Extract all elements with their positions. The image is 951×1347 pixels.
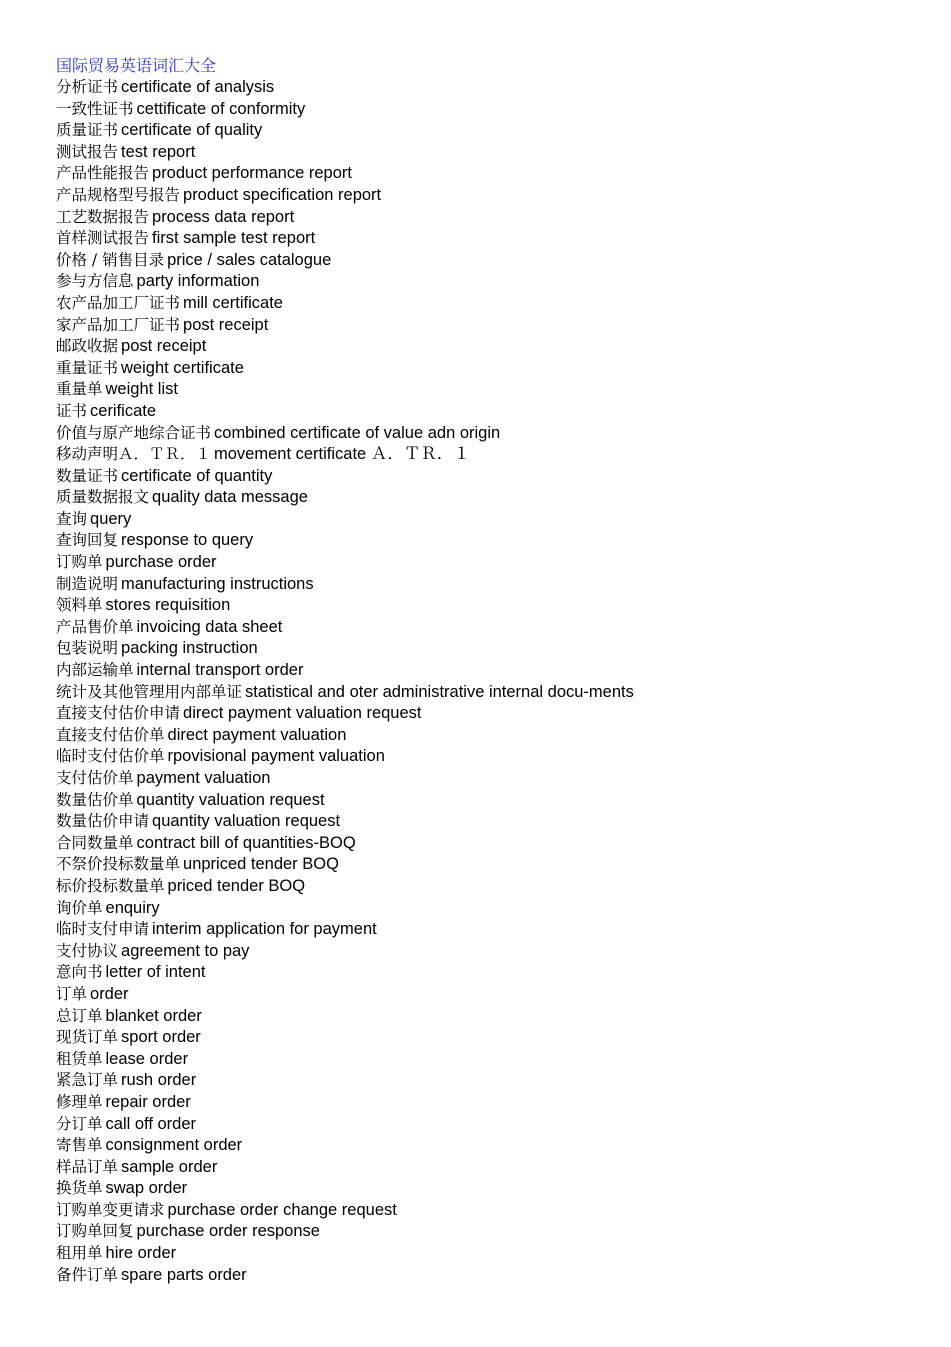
glossary-entry: [56, 207, 936, 229]
term-english: stores requisition: [105, 596, 231, 615]
glossary-entry: [56, 703, 936, 725]
term-english: post receipt: [121, 337, 207, 356]
term-english: unpriced tender BOQ: [183, 855, 339, 874]
term-chinese: 查询回复: [56, 531, 119, 550]
document-title: 国际贸易英语词汇大全: [56, 56, 217, 75]
glossary-entry: [56, 1265, 936, 1287]
term-english: quality data message: [152, 488, 308, 507]
term-english: purchase order change request: [167, 1200, 397, 1219]
glossary-entry: [56, 854, 936, 876]
term-english: blanket order: [105, 1006, 202, 1025]
term-chinese: 直接支付估价申请: [56, 704, 181, 723]
term-chinese: 紧急订单: [56, 1071, 119, 1090]
term-english: combined certificate of value adn origin: [214, 423, 501, 442]
glossary-entry: [56, 790, 936, 812]
glossary-entry: [56, 466, 936, 488]
term-chinese: 样品订单: [56, 1157, 119, 1176]
glossary-entry: [56, 574, 936, 596]
term-english: repair order: [105, 1092, 191, 1111]
glossary-entry: [56, 423, 936, 445]
term-chinese: 修理单: [56, 1092, 103, 1111]
glossary-entry: [56, 660, 936, 682]
glossary-entry: [56, 617, 936, 639]
term-chinese: 数量估价单: [56, 790, 134, 809]
glossary-entry: [56, 1027, 936, 1049]
term-chinese: 支付估价单: [56, 769, 134, 787]
glossary-entry: [56, 811, 936, 833]
term-chinese: 统计及其他管理用内部单证: [56, 682, 243, 701]
term-chinese: 临时支付申请: [56, 920, 150, 939]
term-english: certificate of analysis: [121, 78, 275, 96]
glossary-entry: [56, 1243, 936, 1265]
glossary-entry: [56, 163, 936, 185]
term-chinese: 数量估价申请: [56, 812, 150, 831]
term-chinese: 订购单回复: [56, 1222, 134, 1241]
term-english: mill certificate: [183, 293, 283, 312]
glossary-entry: [56, 876, 936, 898]
term-chinese: 租用单: [56, 1244, 103, 1263]
term-chinese: 意向书: [56, 963, 103, 982]
term-chinese: 不祭价投标数量单: [56, 855, 181, 874]
glossary-entry: [56, 1114, 936, 1136]
glossary-entry: [56, 487, 936, 509]
term-english: invoicing data sheet: [136, 617, 283, 636]
term-english: spare parts order: [121, 1265, 247, 1284]
glossary-entry: [56, 768, 936, 790]
term-english: payment valuation: [136, 769, 271, 787]
term-english: price / sales catalogue: [167, 250, 332, 269]
term-english: rush order: [121, 1071, 197, 1090]
term-chinese: 移动声明Ａ．ＴＲ．１: [56, 445, 212, 464]
term-chinese: 证书: [56, 401, 88, 420]
term-chinese: 订单: [56, 984, 88, 1003]
glossary-entry: [56, 142, 936, 164]
glossary-entry: [56, 1200, 936, 1222]
term-english: product specification report: [183, 185, 382, 204]
term-english: consignment order: [105, 1136, 243, 1155]
document-content: [56, 55, 936, 1286]
glossary-entry: [56, 1221, 936, 1243]
term-english: process data report: [152, 207, 295, 226]
term-english: quantity valuation request: [152, 812, 341, 831]
term-english: first sample test report: [152, 229, 316, 248]
term-english: weight list: [105, 380, 178, 399]
term-chinese: 首样测试报告: [56, 229, 150, 248]
glossary-entry: [56, 941, 936, 963]
glossary-entry: [56, 1092, 936, 1114]
term-chinese: 一致性证书: [56, 99, 134, 118]
glossary-entry: [56, 682, 936, 704]
term-english: purchase order: [105, 553, 217, 572]
glossary-entry: [56, 315, 936, 337]
term-chinese: 工艺数据报告: [56, 207, 150, 226]
term-chinese: 家产品加工厂证书: [56, 315, 181, 334]
term-chinese: 质量证书: [56, 121, 119, 140]
glossary-list: [56, 77, 936, 1286]
term-english: manufacturing instructions: [121, 574, 314, 593]
term-chinese: 分析证书: [56, 78, 119, 96]
term-english: statistical and oter administrative internal docu-ments: [245, 682, 634, 701]
glossary-entry: [56, 228, 936, 250]
glossary-entry: [56, 379, 936, 401]
term-english: weight certificate: [121, 358, 244, 377]
term-english: letter of intent: [105, 963, 206, 982]
glossary-entry: [56, 1070, 936, 1092]
term-chinese: 产品售价单: [56, 617, 134, 636]
term-chinese: 临时支付估价单: [56, 747, 165, 766]
term-chinese: 询价单: [56, 898, 103, 917]
glossary-entry: [56, 1178, 936, 1200]
glossary-entry: [56, 336, 936, 358]
term-chinese: 直接支付估价单: [56, 725, 165, 744]
term-english: contract bill of quantities-BOQ: [136, 833, 356, 852]
term-chinese: 备件订单: [56, 1265, 119, 1284]
term-chinese: 寄售单: [56, 1136, 103, 1155]
glossary-entry: [56, 1157, 936, 1179]
term-english: interim application for payment: [152, 920, 377, 939]
glossary-entry: [56, 898, 936, 920]
term-english: priced tender BOQ: [167, 876, 306, 895]
term-english: internal transport order: [136, 661, 304, 680]
term-chinese: 换货单: [56, 1179, 103, 1198]
term-chinese: 重量单: [56, 380, 103, 399]
glossary-entry: [56, 919, 936, 941]
term-chinese: 分订单: [56, 1114, 103, 1133]
glossary-entry: [56, 99, 936, 121]
term-chinese: 总订单: [56, 1006, 103, 1025]
term-english: cettificate of conformity: [136, 99, 306, 118]
term-english: direct payment valuation: [167, 725, 347, 744]
term-english: direct payment valuation request: [183, 704, 422, 723]
glossary-entry: [56, 725, 936, 747]
glossary-entry: [56, 746, 936, 768]
glossary-entry: [56, 530, 936, 552]
term-chinese: 支付协议: [56, 941, 119, 960]
glossary-entry: [56, 401, 936, 423]
term-english: test report: [121, 142, 196, 161]
term-chinese: 领料单: [56, 596, 103, 615]
glossary-entry: [56, 250, 936, 272]
term-english: call off order: [105, 1114, 197, 1133]
glossary-entry: [56, 1135, 936, 1157]
term-english: party information: [136, 272, 260, 291]
term-chinese: 邮政收据: [56, 337, 119, 356]
term-english: lease order: [105, 1049, 189, 1068]
glossary-entry: [56, 358, 936, 380]
term-chinese: 制造说明: [56, 574, 119, 593]
term-chinese: 价值与原产地综合证书: [56, 423, 212, 442]
term-english: certificate of quality: [121, 121, 263, 140]
term-english: product performance report: [152, 164, 352, 183]
term-english: rpovisional payment valuation: [167, 747, 385, 766]
term-chinese: 产品性能报告: [56, 164, 150, 183]
term-english: sport order: [121, 1028, 201, 1047]
term-chinese: 合同数量单: [56, 833, 134, 852]
term-chinese: 产品规格型号报告: [56, 185, 181, 204]
term-chinese: 质量数据报文: [56, 488, 150, 507]
term-english: certificate of quantity: [121, 466, 273, 485]
term-english: order: [90, 984, 129, 1003]
term-chinese: 现货订单: [56, 1028, 119, 1047]
term-chinese: 数量证书: [56, 466, 119, 485]
term-chinese: 标价投标数量单: [56, 876, 165, 895]
term-chinese: 农产品加工厂证书: [56, 293, 181, 312]
glossary-entry: [56, 833, 936, 855]
term-english: purchase order response: [136, 1222, 320, 1241]
term-english: response to query: [121, 531, 254, 550]
term-chinese: 订购单: [56, 553, 103, 572]
term-chinese: 包装说明: [56, 639, 119, 658]
glossary-entry: [56, 444, 936, 466]
term-english: quantity valuation request: [136, 790, 325, 809]
term-english: cerificate: [90, 401, 157, 420]
term-english: swap order: [105, 1179, 188, 1198]
term-english: hire order: [105, 1244, 177, 1263]
glossary-entry: [56, 509, 936, 531]
term-chinese: 内部运输单: [56, 661, 134, 680]
glossary-entry: [56, 293, 936, 315]
term-english: packing instruction: [121, 639, 258, 658]
term-chinese: 价格 / 销售目录: [56, 250, 165, 269]
glossary-entry: [56, 1049, 936, 1071]
term-english: movement certificate Ａ．ＴＲ．１: [214, 445, 470, 464]
term-chinese: 租赁单: [56, 1049, 103, 1068]
glossary-entry: [56, 984, 936, 1006]
term-english: query: [90, 509, 132, 528]
term-chinese: 订购单变更请求: [56, 1200, 165, 1219]
term-chinese: 参与方信息: [56, 272, 134, 291]
term-chinese: 测试报告: [56, 142, 119, 161]
glossary-entry: [56, 638, 936, 660]
term-english: sample order: [121, 1157, 218, 1176]
glossary-entry: [56, 120, 936, 142]
glossary-entry: [56, 185, 936, 207]
glossary-entry: [56, 962, 936, 984]
glossary-entry: [56, 77, 936, 99]
glossary-entry: [56, 271, 936, 293]
term-english: post receipt: [183, 315, 269, 334]
glossary-entry: [56, 1006, 936, 1028]
glossary-entry: [56, 552, 936, 574]
term-chinese: 重量证书: [56, 358, 119, 377]
term-chinese: 查询: [56, 509, 88, 528]
glossary-entry: [56, 595, 936, 617]
term-english: enquiry: [105, 898, 160, 917]
term-english: agreement to pay: [121, 941, 250, 960]
